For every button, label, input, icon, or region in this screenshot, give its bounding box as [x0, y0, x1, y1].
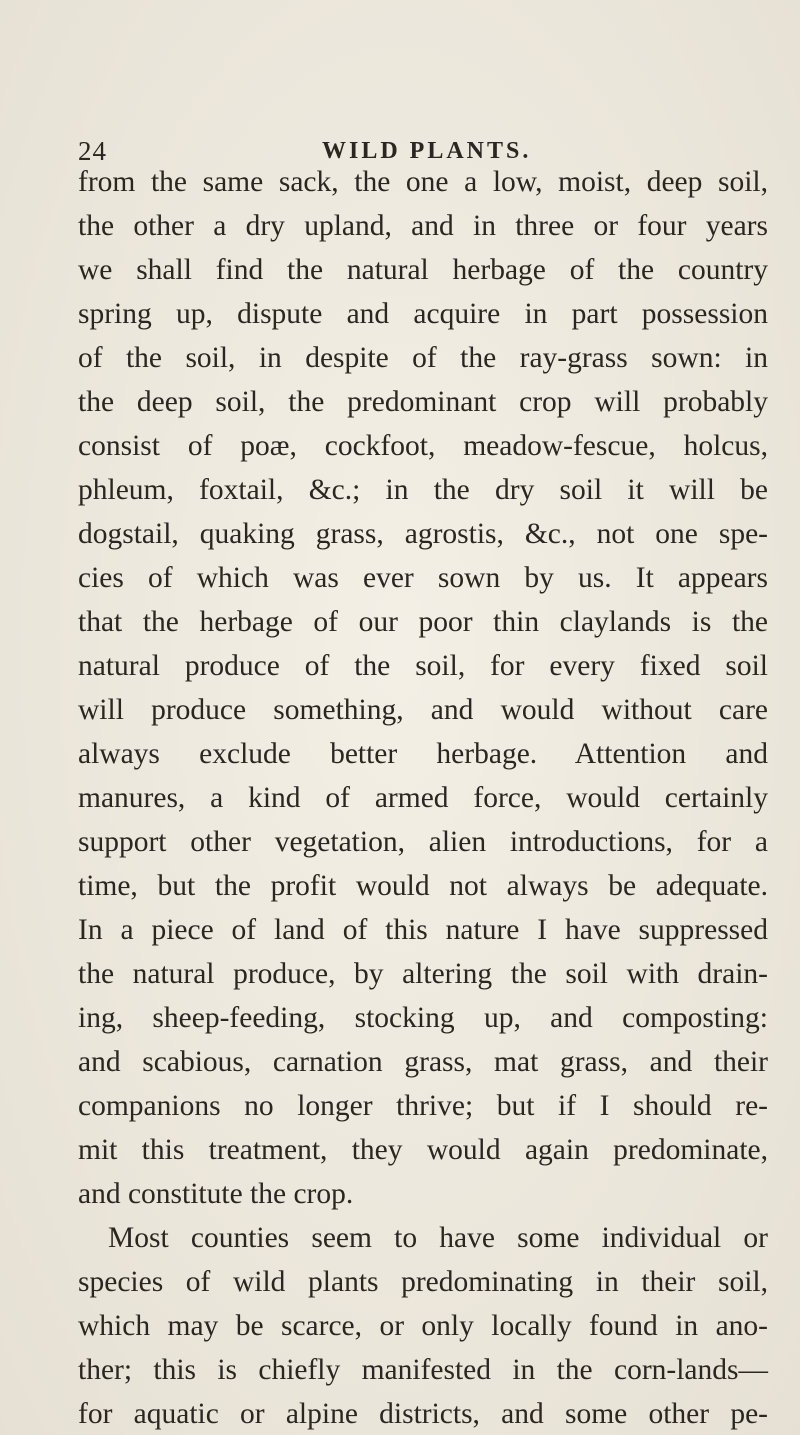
text-line: and constitute the crop.: [78, 1178, 354, 1210]
text-line: the deep soil, the predominant crop will probably: [78, 386, 768, 418]
text-line: ing, sheep-feeding, stocking up, and composting:: [78, 1002, 768, 1034]
text-line: will produce something, and would without care: [78, 694, 768, 726]
text-line: companions no longer thrive; but if I should re-: [78, 1090, 768, 1122]
text-line: and scabious, carnation grass, mat grass, and their: [78, 1046, 768, 1078]
text-line: natural produce of the soil, for every fixed soil: [78, 650, 768, 682]
running-title: WILD PLANTS.: [322, 138, 532, 164]
text-line: the other a dry upland, and in three or four years: [78, 210, 768, 242]
text-line: ther; this is chiefly manifested in the corn-lands—: [78, 1354, 768, 1386]
text-line: species of wild plants predominating in their soil,: [78, 1266, 768, 1298]
text-line: spring up, dispute and acquire in part possession: [78, 298, 768, 330]
text-line: manures, a kind of armed force, would certainly: [78, 782, 768, 814]
text-line: cies of which was ever sown by us. It appears: [78, 562, 768, 594]
text-line: from the same sack, the one a low, moist, deep soil,: [78, 166, 768, 198]
text-line: dogstail, quaking grass, agrostis, &c., not one spe-: [78, 518, 768, 550]
text-line: always exclude better herbage. Attention and: [78, 738, 768, 770]
text-line: that the herbage of our poor thin claylands is the: [78, 606, 768, 638]
text-line: In a piece of land of this nature I have suppressed: [78, 914, 768, 946]
text-line: the natural produce, by altering the soil with drain-: [78, 958, 768, 990]
text-line: consist of poæ, cockfoot, meadow-fescue, holcus,: [78, 430, 768, 462]
text-line: of the soil, in despite of the ray-grass sown: in: [78, 342, 768, 374]
text-line: time, but the profit would not always be adequate.: [78, 870, 768, 902]
text-line: we shall find the natural herbage of the country: [78, 254, 768, 286]
text-line: support other vegetation, alien introductions, for a: [78, 826, 768, 858]
text-line: mit this treatment, they would again predominate,: [78, 1134, 768, 1166]
text-line: which may be scarce, or only locally found in ano-: [78, 1310, 768, 1342]
text-line: phleum, foxtail, &c.; in the dry soil it will be: [78, 474, 768, 506]
page-number: 24: [78, 136, 107, 166]
text-line: Most counties seem to have some individual or: [108, 1222, 768, 1254]
text-line: for aquatic or alpine districts, and some other pe-: [78, 1398, 768, 1430]
